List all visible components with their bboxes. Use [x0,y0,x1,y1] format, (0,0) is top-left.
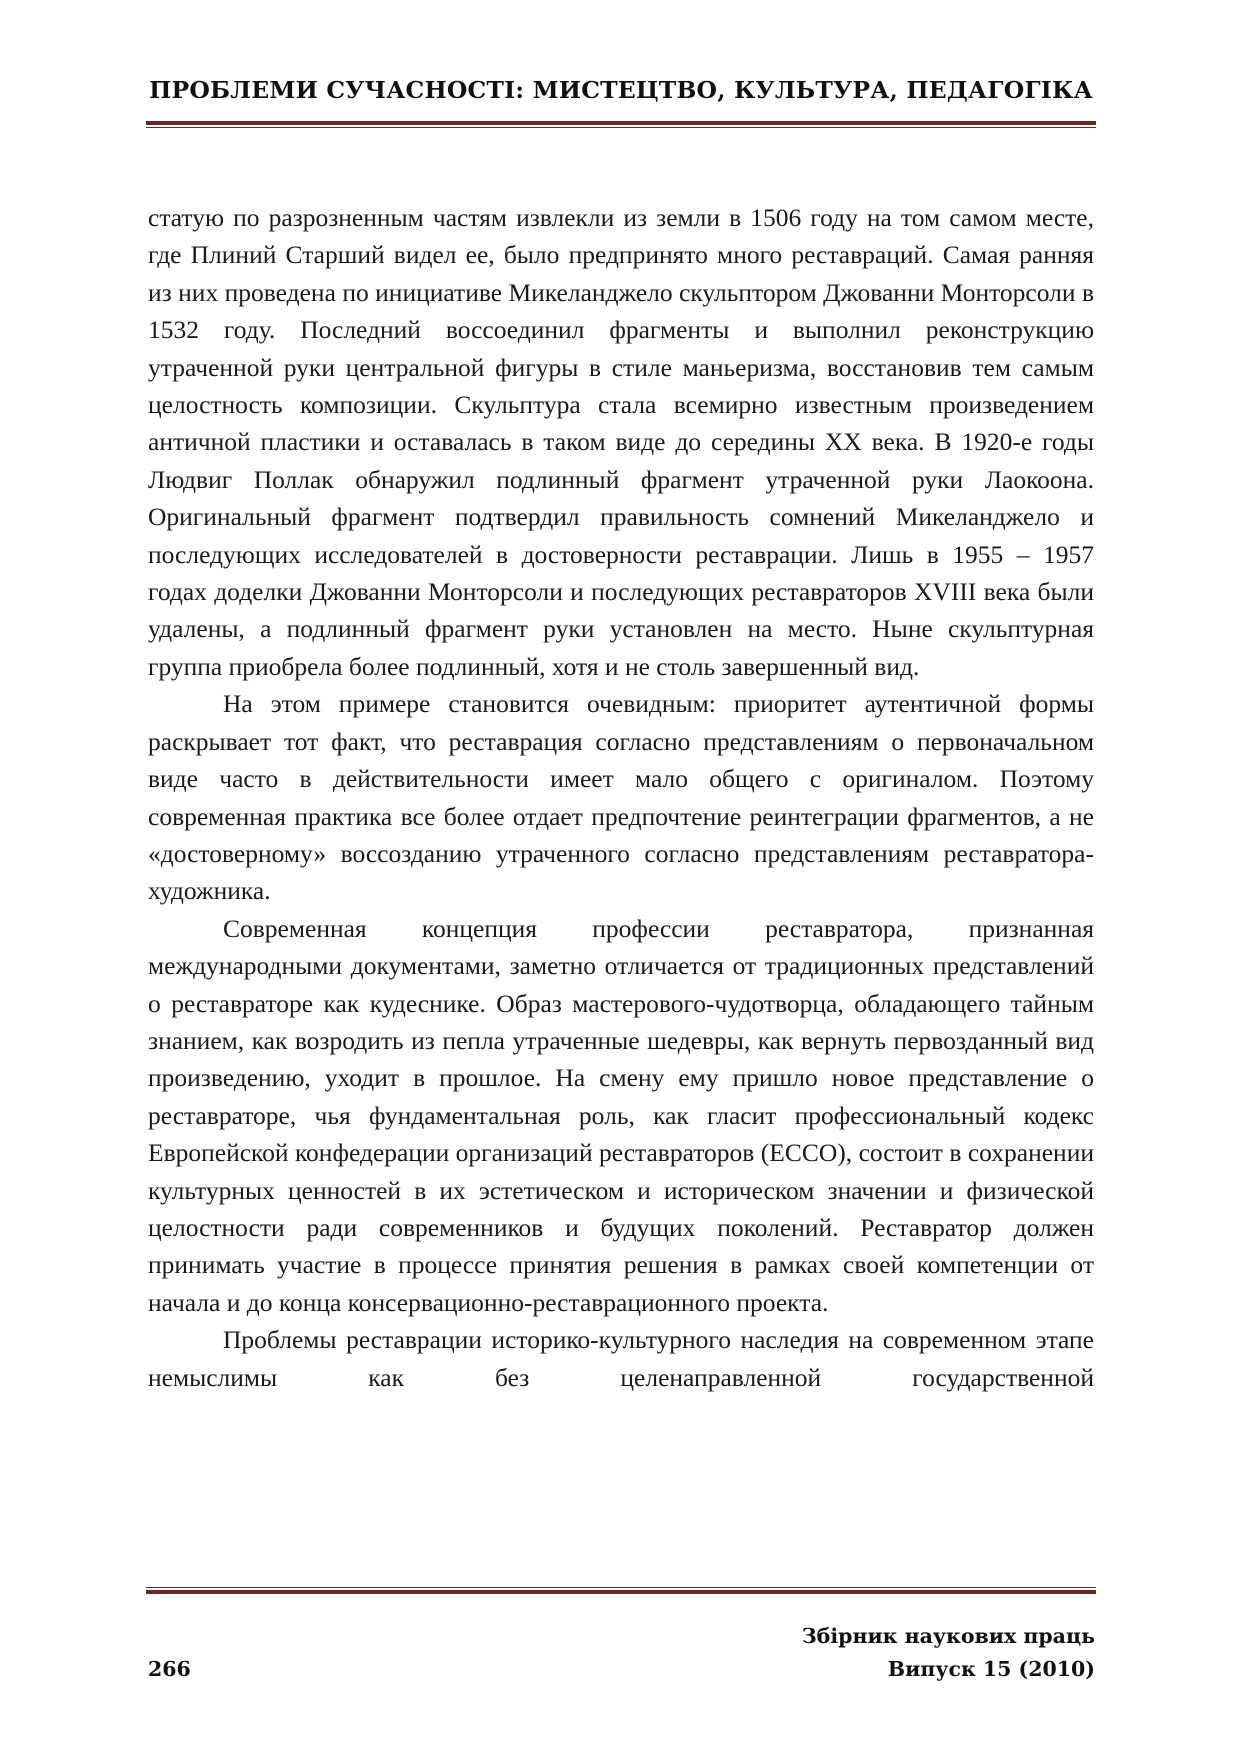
article-body [148,199,1094,1396]
running-header-title: ПРОБЛЕМИ СУЧАСНОСТІ: МИСТЕЦТВО, КУЛЬТУРА, ПЕДАГОГІКА [149,76,1093,104]
paragraph: Современная концепция профессии реставратора, признанная международными документами, заметно отличается от традиционных представлений о реставраторе как кудеснике. Образ мастерового-чудотворца, обладающего тайным знанием, как возродить из пепла утраченные шедевры, как вернуть первозданный вид произведению, уходит в прошлое. На смену ему пришло новое представление о реставраторе, чья фундаментальная роль, как гласит профессиональный кодекс Европейской конфедерации организаций реставраторов (ЕССО), состоит в сохранении культурных ценностей в их эстетическом и историческом значении и физической целостности ради современников и будущих поколений. Реставратор должен принимать участие в процессе принятия решения в рамках своей компетенции от начала и до конца консервационно-реставрационного проекта. [148,913,1094,1317]
page-number: 266 [148,1657,191,1681]
paragraph: Проблемы реставрации историко-культурного наследия на современном этапе немыслимы как без целенаправленной государственной [148,1325,1094,1392]
footer-journal-info [802,1620,1095,1686]
paragraph-continued: статую по разрозненным частям извлекли из земли в 1506 году на том самом месте, где Плиний Старший видел ее, было предпринято много реставраций. Самая ранняя из них проведена по инициативе Микеланджело скульптором Джованни Монторсоли в 1532 году. Последний воссоединил фрагменты и выполнил реконструкцию утраченной руки центральной фигуры в стиле маньеризма, восстановив тем самым целостность композиции. Скульптура стала всемирно известным произведением античной пластики и оставалась в таком виде до середины XX века. В 1920-е годы Людвиг Поллак обнаружил подлинный фрагмент утраченной руки Лаокоона. Оригинальный фрагмент подтвердил правильность сомнений Микеланджело и последующих исследователей в достоверности реставрации. Лишь в 1955 – 1957 годах доделки Джованни Монторсоли и последующих реставраторов XVIII века были удалены, а подлинный фрагмент руки установлен на место. Ныне скульптурная группа приобрела более подлинный, хотя и не столь завершенный вид. [148,203,1094,681]
header-divider [146,121,1096,128]
paragraph: На этом примере становится очевидным: приоритет аутентичной формы раскрывает тот факт, что реставрация согласно представлениям о первоначальном виде часто в действительности имеет мало общего с оригиналом. Поэтому современная практика все более отдает предпочтение реинтеграции фрагментов, а не «достоверному» воссозданию утраченного согласно представлениям реставратора-художника. [148,689,1094,906]
footer-divider [146,1587,1096,1594]
journal-name: Збірник наукових праць [801,1624,1095,1648]
journal-issue: Випуск 15 (2010) [887,1657,1095,1681]
